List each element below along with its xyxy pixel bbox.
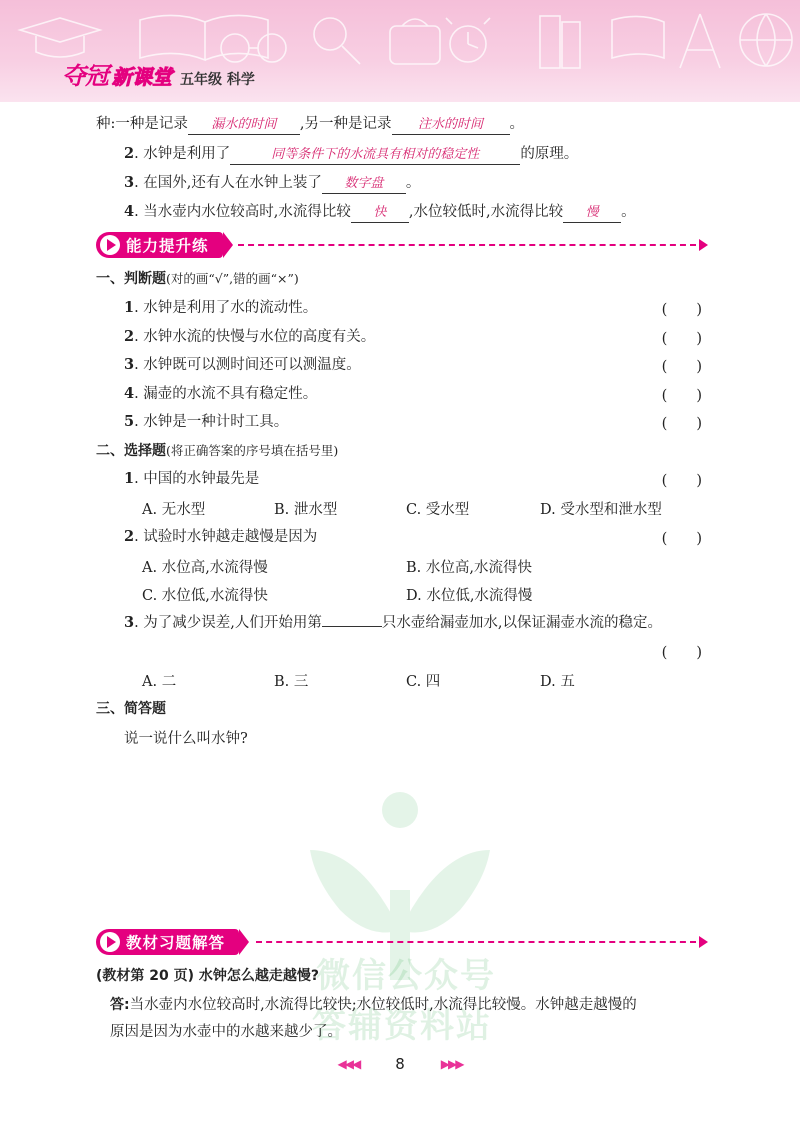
banner-title: 教材习题解答 (126, 934, 226, 952)
answer-paren: ( ) (661, 359, 702, 375)
banner-dashline (238, 244, 696, 246)
page-footer (0, 1052, 800, 1076)
section-banner-ability (96, 232, 708, 258)
play-icon (100, 932, 120, 952)
answer-fill: 数字盘 (322, 175, 406, 194)
answer-paren: ( ) (661, 531, 702, 547)
play-icon (100, 235, 120, 255)
left-arrows-icon: ◀◀◀ (337, 1057, 360, 1071)
answer-fill: 快 (351, 204, 409, 223)
section-title-judge: 一、判断题(对的画“√”,错的画“×”) (96, 271, 299, 287)
option-c: C. 四 (406, 674, 441, 690)
option-d: D. 水位低,水流得慢 (406, 588, 533, 604)
judge-item: 4. 漏壶的水流不具有稳定性。 (124, 385, 318, 402)
grade-subject: 五年级 科学 (180, 72, 255, 88)
fill-line-2: 2. 水钟是利用了 同等条件下的水流具有相对的稳定性 的原理。 (124, 144, 578, 165)
section-title-choice: 二、选择题(将正确答案的序号填在括号里) (96, 443, 339, 459)
page-number: 8 (395, 1055, 405, 1073)
page-header (0, 0, 800, 102)
answer-fill: 注水的时间 (392, 116, 510, 135)
textbook-question: (教材第 20 页) 水钟怎么越走越慢? (96, 968, 320, 984)
blank-line (322, 612, 382, 627)
brand-logo (62, 56, 255, 90)
option-b: B. 三 (274, 674, 309, 690)
judge-item: 5. 水钟是一种计时工具。 (124, 413, 289, 430)
arrow-right-icon (699, 936, 708, 948)
answer-paren: ( ) (661, 302, 702, 318)
answer-paren: ( ) (661, 331, 702, 347)
fill-line-1: 种:一种是记录 漏水的时间 ,另一种是记录 注水的时间 。 (96, 114, 524, 135)
judge-item: 3. 水钟既可以测时间还可以测温度。 (124, 356, 361, 373)
option-d: D. 五 (540, 674, 575, 690)
brand-name: 夺冠 (62, 62, 108, 90)
option-b: B. 泄水型 (274, 502, 338, 518)
banner-title: 能力提升练 (126, 237, 209, 255)
answer-paren: ( ) (661, 416, 702, 432)
section-banner-textbook (96, 929, 708, 955)
right-arrows-icon: ▶▶▶ (440, 1057, 463, 1071)
brand-series: 新课堂 (112, 65, 172, 89)
option-d: D. 受水型和泄水型 (540, 502, 662, 518)
section-title-short: 三、简答题 (96, 701, 166, 717)
fill-line-4: 4. 当水壶内水位较高时,水流得比较 快 ,水位较低时,水流得比较 慢 。 (124, 202, 636, 223)
choice-question-1: 1. 中国的水钟最先是 (124, 470, 260, 487)
arrow-right-icon (699, 239, 708, 251)
option-c: C. 受水型 (406, 502, 470, 518)
answer-paren: ( ) (661, 473, 702, 489)
option-a: A. 二 (142, 674, 177, 690)
answer-fill: 慢 (563, 204, 621, 223)
answer-fill: 漏水的时间 (188, 116, 300, 135)
watermark-text-1: 微信公众号 (316, 956, 496, 996)
choice-question-3: 3. 为了减少误差,人们开始用第 只水壶给漏壶加水,以保证漏壶水流的稳定。 (124, 614, 663, 631)
textbook-answer-line-1: 答:当水壶内水位较高时,水流得比较快;水位较低时,水流得比较慢。水钟越走越慢的 (110, 997, 637, 1013)
judge-item: 1. 水钟是利用了水的流动性。 (124, 299, 318, 316)
banner-pill (96, 929, 239, 955)
banner-dashline (256, 941, 696, 943)
option-a: A. 无水型 (142, 502, 206, 518)
short-question: 说一说什么叫水钟? (124, 731, 248, 747)
option-c: C. 水位低,水流得快 (142, 588, 268, 604)
banner-pill (96, 232, 223, 258)
fill-line-3: 3. 在国外,还有人在水钟上装了 数字盘 。 (124, 173, 420, 194)
answer-paren: ( ) (661, 645, 702, 661)
watermark-text-2: 答辅资料站 (312, 1006, 492, 1046)
answer-paren: ( ) (661, 388, 702, 404)
judge-item: 2. 水钟水流的快慢与水位的高度有关。 (124, 328, 376, 345)
option-a: A. 水位高,水流得慢 (142, 560, 268, 576)
textbook-answer-line-2: 原因是因为水壶中的水越来越少了。 (110, 1024, 342, 1040)
option-b: B. 水位高,水流得快 (406, 560, 532, 576)
choice-question-2: 2. 试验时水钟越走越慢是因为 (124, 528, 318, 545)
answer-fill: 同等条件下的水流具有相对的稳定性 (230, 146, 520, 165)
